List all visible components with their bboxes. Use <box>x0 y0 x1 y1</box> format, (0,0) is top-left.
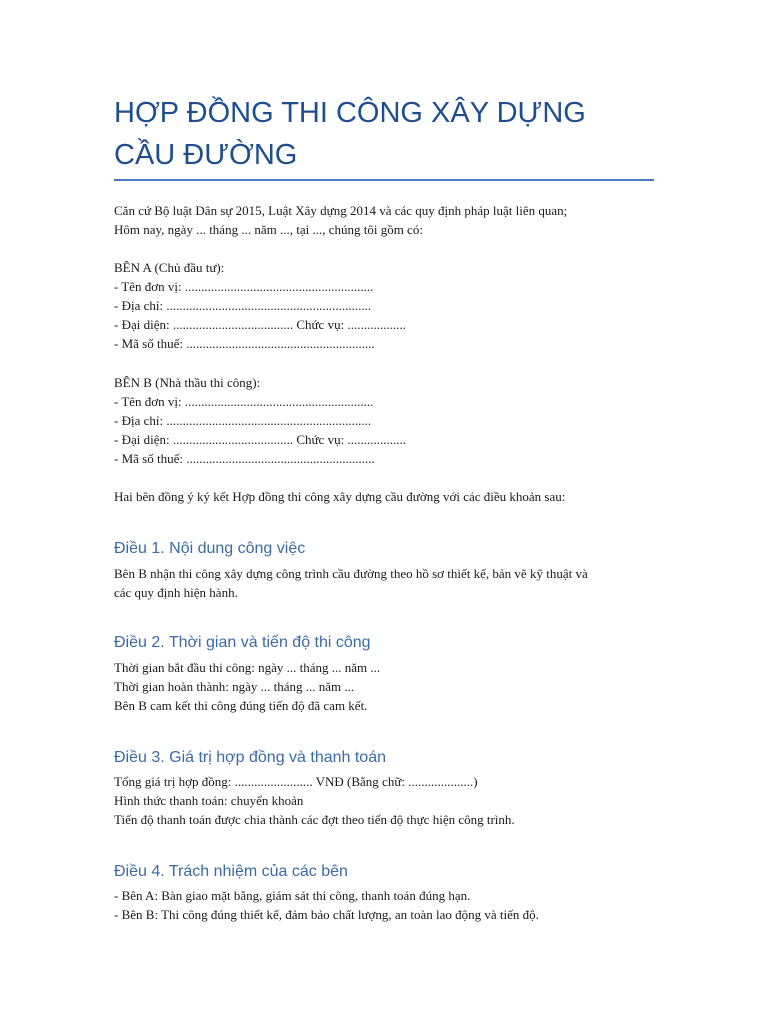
party-a-tax-code-field: - Mã số thuế: .......................................................... <box>114 336 375 351</box>
party-a-name-field: - Tên đơn vị: .......................................................... <box>114 279 374 294</box>
article-4-text: - Bên A: Bàn giao mặt bằng, giám sát thi công, thanh toán đúng hạn. <box>114 888 471 903</box>
agreement-statement: Hai bên đồng ý ký kết Hợp đồng thi công xây dựng cầu đường với các điều khoản sau: <box>114 489 566 504</box>
party-b-tax-code-field: - Mã số thuế: .......................................................... <box>114 451 375 466</box>
article-4-heading: Điều 4. Trách nhiệm của các bên <box>114 863 348 880</box>
party-b-header: BÊN B (Nhà thầu thi công): <box>114 375 261 390</box>
document-title: HỢP ĐỒNG THI CÔNG XÂY DỰNG CẦU ĐƯỜNG <box>114 97 586 171</box>
intro-line: Hôm nay, ngày ... tháng ... năm ..., tại ..., chúng tôi gồm có: <box>114 222 423 237</box>
article-3-text: Tiến độ thanh toán được chia thành các đợt theo tiến độ thực hiện công trình. <box>114 812 515 827</box>
party-b-address-field: - Địa chỉ: ............................................................... <box>114 413 372 428</box>
party-b-name-field: - Tên đơn vị: .......................................................... <box>114 394 374 409</box>
article-3-heading: Điều 3. Giá trị hợp đồng và thanh toán <box>114 749 386 766</box>
article-2-heading: Điều 2. Thời gian và tiến độ thi công <box>114 634 371 651</box>
party-a-representative-field: - Đại diện: ..................................... Chức vụ: .................. <box>114 317 406 332</box>
article-1-text: Bên B nhận thi công xây dựng công trình cầu đường theo hồ sơ thiết kế, bản vẽ kỹ thuật và <box>114 566 588 581</box>
article-2-text: Bên B cam kết thi công đúng tiến độ đã cam kết. <box>114 698 368 713</box>
intro-line: Căn cứ Bộ luật Dân sự 2015, Luật Xây dựng 2014 và các quy định pháp luật liên quan; <box>114 203 568 218</box>
article-3-text: Tổng giá trị hợp đồng: ........................ VNĐ (Bằng chữ: ....................) <box>114 774 478 789</box>
party-a-header: BÊN A (Chủ đầu tư): <box>114 260 225 275</box>
title-divider <box>114 179 654 181</box>
article-2-text: Thời gian bắt đầu thi công: ngày ... tháng ... năm ... <box>114 660 381 675</box>
article-2-text: Thời gian hoàn thành: ngày ... tháng ... năm ... <box>114 679 355 694</box>
article-1-heading: Điều 1. Nội dung công việc <box>114 540 306 557</box>
article-3-text: Hình thức thanh toán: chuyển khoản <box>114 793 304 808</box>
party-a-address-field: - Địa chỉ: ............................................................... <box>114 298 372 313</box>
party-b-representative-field: - Đại diện: ..................................... Chức vụ: .................. <box>114 432 406 447</box>
article-4-text: - Bên B: Thi công đúng thiết kế, đảm bảo chất lượng, an toàn lao động và tiến độ. <box>114 907 539 922</box>
article-1-text: các quy định hiện hành. <box>114 585 238 600</box>
